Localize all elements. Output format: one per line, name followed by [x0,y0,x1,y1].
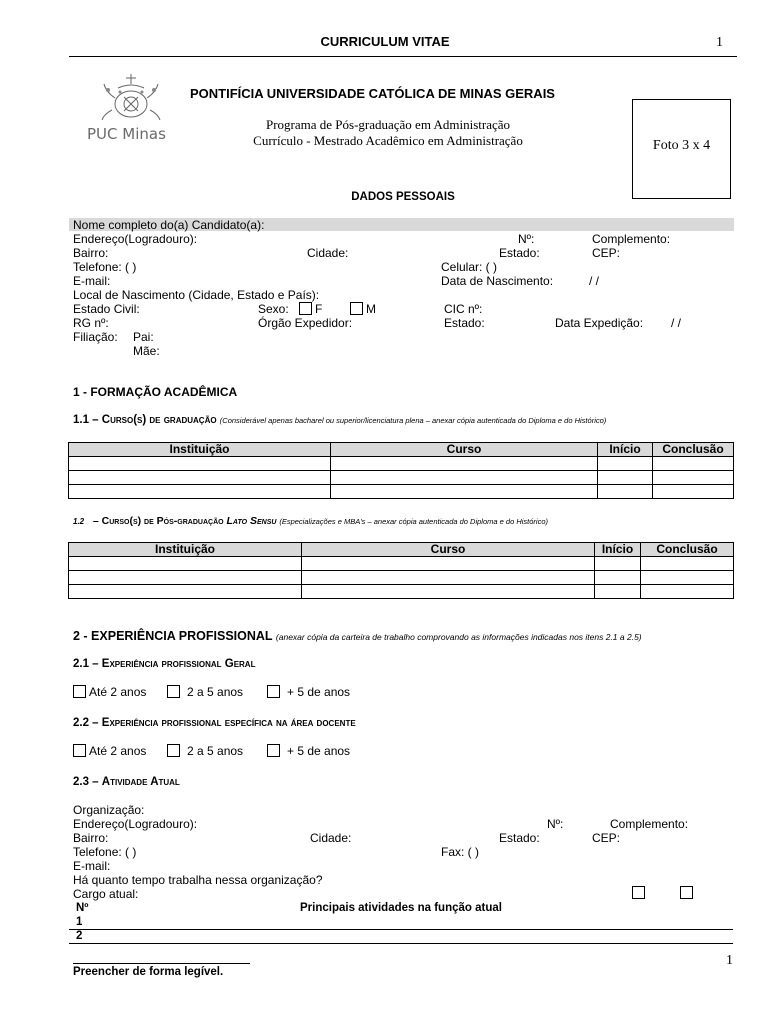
table-cell[interactable] [69,485,331,499]
general-exp-opt-1[interactable] [73,685,146,699]
work-phone-label: Telefone: ( ) [73,845,137,859]
page-number-bottom: 1 [726,953,733,968]
work-complement-label: Complemento: [610,817,689,831]
table-cell[interactable] [653,457,734,471]
table-cell[interactable] [302,571,595,585]
program-line-2: Currículo - Mestrado Acadêmico em Administração [253,133,523,148]
birth-place-label: Local de Nascimento (Cidade, Estado e País): [73,288,320,302]
table-cell[interactable] [302,585,595,599]
rg-state-label: Estado: [444,316,485,330]
table-cell[interactable] [641,585,734,599]
work-neighborhood-label: Bairro: [73,831,109,845]
phone-label: Telefone: ( ) [73,260,137,274]
option-label: + 5 de anos [287,685,351,699]
activity-divider-2 [69,943,733,944]
grad-col-course: Curso [331,443,598,457]
grad-col-institution: Instituição [69,443,331,457]
state-label: Estado: [499,246,540,260]
experience-note: (anexar cópia da carteira de trabalho comprovando as informações indicadas nos itens 2.1 a 2.5) [275,632,642,642]
header-rule [69,56,737,57]
how-long-label: Há quanto tempo trabalha nessa organização? [73,873,323,887]
neighborhood-label: Bairro: [73,246,109,260]
full-name-label: Nome completo do(a) Candidato(a): [73,218,265,232]
photo-box [632,99,731,199]
table-cell[interactable] [598,457,653,471]
table-cell[interactable] [69,571,302,585]
sex-m-label: M [366,302,376,316]
university-name: PONTIFÍCIA UNIVERSIDADE CATÓLICA DE MINAS GERAIS [190,86,555,101]
sex-label: Sexo: [258,302,289,316]
work-address-label: Endereço(Logradouro): [73,817,198,831]
general-experience-title: Experiência profissional Geral [101,658,256,670]
postgrad-note: (Especializações e MBA's – anexar cópia autenticada do Diploma e do Histórico) [279,517,548,526]
teaching-experience-prefix: 2.2 – [73,717,99,729]
postgrad-title-italic: Lato Sensu [226,515,277,527]
teaching-experience-title: Experiência profissional específica na área docente [101,717,356,729]
document-title: CURRICULUM VITAE [320,34,450,49]
graduation-table [68,442,734,499]
table-cell[interactable] [641,557,734,571]
issue-date-label: Data Expedição: [555,316,644,330]
table-row [69,457,734,471]
photo-label: Foto 3 x 4 [652,138,711,153]
issue-date-separators: / / [671,316,682,330]
current-position-label: Cargo atual: [73,887,139,901]
general-exp-opt-3[interactable] [267,685,350,699]
activity-row-2[interactable]: 2 [76,930,83,942]
complement-label: Complemento: [592,232,671,246]
father-label: Pai: [133,330,154,344]
graduation-heading [73,414,606,426]
work-email-label: E-mail: [73,859,111,873]
position-checkbox-1[interactable] [632,886,645,899]
post-col-end: Conclusão [641,543,734,557]
table-cell[interactable] [302,557,595,571]
work-cep-label: CEP: [592,831,621,845]
checkbox-icon [267,685,280,698]
table-row [69,571,734,585]
table-row [69,471,734,485]
grad-col-start: Início [598,443,653,457]
checkbox-icon [350,302,363,315]
grad-col-end: Conclusão [653,443,734,457]
checkbox-icon [167,744,180,757]
table-cell[interactable] [595,557,641,571]
table-cell[interactable] [69,557,302,571]
sex-m-option[interactable] [350,302,376,316]
current-activity-title: Atividade Atual [101,776,180,788]
table-cell[interactable] [331,471,598,485]
filiation-label: Filiação: [73,330,118,344]
table-row [69,485,734,499]
checkbox-icon [267,744,280,757]
work-fax-label: Fax: ( ) [441,845,479,859]
option-label: + 5 de anos [287,744,351,758]
experience-heading [73,629,642,643]
experience-section-title: 2 - EXPERIÊNCIA PROFISSIONAL [73,629,273,643]
table-cell[interactable] [331,485,598,499]
activities-number-header: Nº [76,902,89,914]
checkbox-icon [167,685,180,698]
checkbox-icon [73,685,86,698]
activities-title: Principais atividades na função atual [300,902,502,914]
postgrad-title: Curso(s) de Pós-graduação [101,515,224,527]
table-cell[interactable] [331,457,598,471]
activity-divider-1 [69,929,733,930]
work-state-label: Estado: [499,831,540,845]
table-row [69,557,734,571]
puc-crest-icon [98,70,164,126]
cep-label: CEP: [592,246,621,260]
table-cell[interactable] [595,571,641,585]
table-cell[interactable] [595,585,641,599]
general-experience-prefix: 2.1 – [73,658,99,670]
organization-label: Organização: [73,803,145,817]
table-cell[interactable] [653,471,734,485]
sex-f-option[interactable] [299,302,322,316]
option-label: 2 a 5 anos [187,685,244,699]
table-cell[interactable] [641,571,734,585]
birth-date-separators: / / [589,274,600,288]
page-number-top: 1 [716,35,723,50]
option-label: Até 2 anos [89,744,147,758]
table-row [69,585,734,599]
teaching-exp-opt-2[interactable] [167,744,243,758]
personal-section-title: DADOS PESSOAIS [351,191,455,203]
footnote-text: Preencher de forma legível. [73,966,224,978]
cic-label: CIC nº: [444,302,483,316]
teaching-experience-heading [73,717,356,729]
post-col-course: Curso [302,543,595,557]
postgrad-table [68,542,734,599]
email-label: E-mail: [73,274,111,288]
position-checkbox-2[interactable] [680,886,693,899]
city-label: Cidade: [307,246,349,260]
option-label: Até 2 anos [89,685,147,699]
birth-date-label: Data de Nascimento: [441,274,554,288]
table-cell[interactable] [69,457,331,471]
address-label: Endereço(Logradouro): [73,232,198,246]
sex-f-label: F [315,302,323,316]
graduation-note: (Considerável apenas bacharel ou superior/licenciatura plena – anexar cópia autenticada do Diploma e do Histórico) [219,416,607,425]
puc-minas-logo-text: PUC Minas [87,125,166,143]
table-cell[interactable] [598,471,653,485]
rg-label: RG nº: [73,316,109,330]
table-cell[interactable] [653,485,734,499]
table-cell[interactable] [598,485,653,499]
table-cell[interactable] [69,585,302,599]
graduation-prefix: 1.1 – [73,414,99,426]
issuer-label: Órgão Expedidor: [258,316,353,330]
postgrad-dash: – [92,515,99,527]
teaching-exp-opt-3[interactable] [267,744,350,758]
graduation-title: Curso(s) de graduação [101,414,217,426]
general-exp-opt-2[interactable] [167,685,243,699]
current-activity-prefix: 2.3 – [73,776,99,788]
post-col-start: Início [595,543,641,557]
work-number-label: Nº: [547,817,564,831]
mobile-label: Celular: ( ) [441,260,498,274]
work-city-label: Cidade: [310,831,352,845]
general-experience-heading [73,658,255,670]
checkbox-icon [299,302,312,315]
table-cell[interactable] [69,471,331,485]
academic-section-title: 1 - FORMAÇÃO ACADÊMICA [73,385,238,399]
mother-label: Mãe: [133,344,160,358]
postgrad-prefix: 1.2 [73,517,85,526]
number-label: Nº: [518,232,535,246]
teaching-exp-opt-1[interactable] [73,744,146,758]
postgrad-heading [73,515,548,527]
checkbox-icon [73,744,86,757]
marital-status-label: Estado Civil: [73,302,140,316]
footnote-rule [73,963,250,964]
post-col-institution: Instituição [69,543,302,557]
program-line-1: Programa de Pós-graduação em Administração [265,117,511,132]
option-label: 2 a 5 anos [187,744,244,758]
current-activity-heading [73,776,180,788]
activity-row-1[interactable]: 1 [76,916,83,928]
